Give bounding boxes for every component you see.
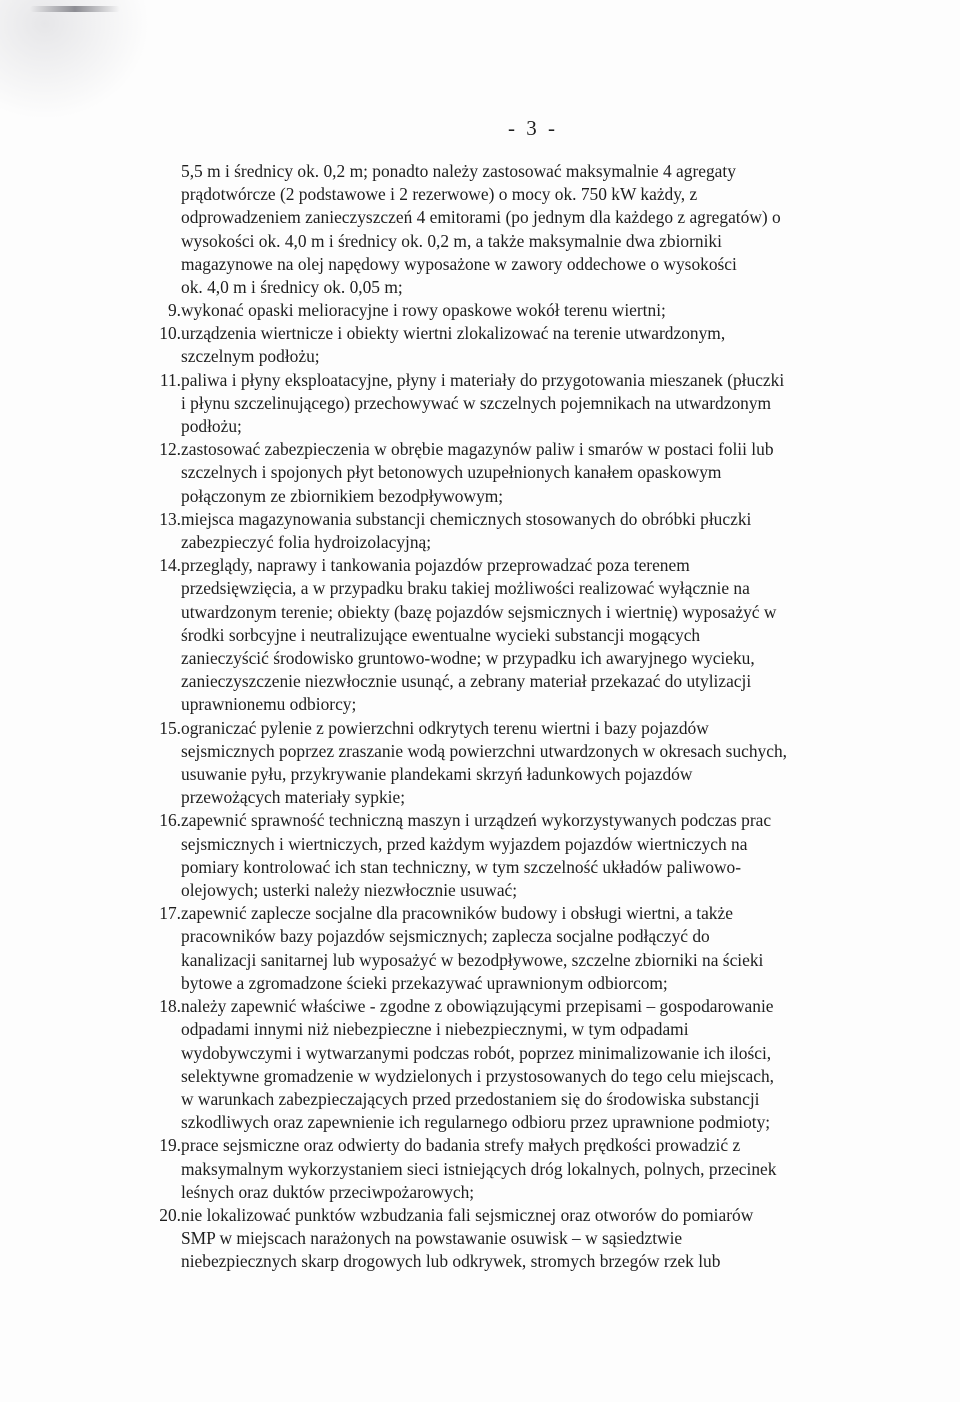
list-item-number-cell [130, 902, 181, 995]
list-item-number: 16. [159, 810, 181, 831]
intro-line: wysokości ok. 4,0 m i średnicy ok. 0,2 m, a także maksymalnie dwa zbiorniki [181, 230, 722, 251]
list-item-line: kanalizacji sanitarnej lub wyposażyć w bezodpływowe, szczelne zbiorniki na ścieki [181, 949, 764, 970]
list-item-line: bytowe a zgromadzone ścieki przekazywać uprawnionym odbiorcom; [181, 972, 668, 993]
list-item-line: olejowych; usterki należy niezwłocznie usuwać; [181, 880, 518, 901]
intro-line: odprowadzeniem zanieczyszczeń 4 emitorami (po jednym dla każdego z agregatów) o [181, 207, 781, 228]
list-item-line: wydobywczymi i wytwarzanymi podczas robót, poprzez minimalizowanie ich ilości, [181, 1042, 772, 1063]
list-item-line: podłożu; [181, 416, 242, 437]
list-item [130, 322, 870, 368]
intro-line: 5,5 m i średnicy ok. 0,2 m; ponadto należy zastosować maksymalnie 4 agregaty [181, 161, 736, 181]
list-item-text [181, 902, 870, 995]
list-item-number: 13. [159, 508, 181, 529]
list-item-number-cell [130, 508, 181, 554]
list-item-line: pomiary kontrolować ich stan techniczny, w tym szczelność układów paliwowo- [181, 856, 742, 877]
list-item-line: urządzenia wiertnicze i obiekty wiertni zlokalizować na terenie utwardzonym, [181, 323, 726, 344]
list-item-number-cell [130, 299, 181, 322]
list-item [130, 438, 870, 508]
list-item-line: paliwa i płyny eksploatacyjne, płyny i materiały do przygotowania mieszanek (płuczki [181, 369, 785, 390]
list-item-line: SMP w miejscach narażonych na powstawanie osuwisk – w sąsiedztwie [181, 1228, 683, 1249]
list-item-number: 14. [159, 555, 181, 576]
list-item [130, 508, 870, 554]
list-item-line: miejsca magazynowania substancji chemicznych stosowanych do obróbki płuczki [181, 508, 752, 529]
list-item [130, 1204, 870, 1274]
list-item-line: zabezpieczyć folia hydroizolacyjną; [181, 532, 432, 553]
list-item-text [181, 508, 870, 554]
list-item-line: nie lokalizować punktów wzbudzania fali sejsmicznej oraz otworów do pomiarów [181, 1204, 754, 1225]
scan-artifact [0, 0, 150, 120]
list-item-number: 19. [159, 1135, 181, 1156]
list-item-line: przewożących materiały sypkie; [181, 787, 406, 808]
list-item-line: w warunkach zabezpieczających przed przedostaniem się do środowiska substancji [181, 1088, 760, 1109]
numbered-list [130, 299, 870, 1274]
list-item-line: ograniczać pylenie z powierzchni odkrytych terenu wiertni i bazy pojazdów [181, 717, 709, 738]
list-item-line: i płynu szczelinującego) przechowywać w szczelnych pojemnikach na utwardzonym [181, 392, 772, 413]
list-item-line: odpadami innymi niż niebezpieczne i niebezpiecznymi, w tym odpadami [181, 1019, 689, 1040]
list-item-line: środki sorbcyjne i neutralizujące ewentualne wycieki substancji mogących [181, 624, 701, 645]
list-item-line: zastosować zabezpieczenia w obrębie magazynów paliw i smarów w postaci folii lub [181, 439, 774, 460]
list-item-line: przeglądy, naprawy i tankowania pojazdów przeprowadzać poza terenem [181, 555, 690, 576]
list-item-line: leśnych oraz duktów przeciwpożarowych; [181, 1181, 475, 1202]
list-item-line: niebezpiecznych skarp drogowych lub odkrywek, stromych brzegów rzek lub [181, 1251, 721, 1272]
list-item-number: 17. [159, 903, 181, 924]
list-item [130, 809, 870, 902]
list-item-line: należy zapewnić właściwe - zgodne z obowiązującymi przepisami – gospodarowanie [181, 996, 774, 1017]
list-item-number: 18. [159, 996, 181, 1017]
intro-line: magazynowe na olej napędowy wyposażone w zawory oddechowe o wysokości [181, 253, 737, 274]
list-item-line: zanieczyszczenie niezwłocznie usunąć, a zebrany materiał przekazać do utylizacji [181, 671, 752, 692]
list-item-number-cell [130, 1204, 181, 1274]
page-number: - 3 - [508, 116, 558, 140]
list-item-line: zanieczyścić środowisko gruntowo-wodne; w przypadku ich awaryjnego wycieku, [181, 648, 755, 669]
list-item [130, 554, 870, 716]
list-item-text [181, 1134, 870, 1204]
list-item-line: maksymalnym wykorzystaniem sieci istniejących dróg lokalnych, polnych, przecinek [181, 1158, 777, 1179]
list-item-number-cell [130, 369, 181, 439]
list-item-text [181, 438, 870, 508]
list-item-number: 11. [159, 369, 181, 390]
list-item [130, 299, 870, 322]
list-item-number: 20. [159, 1204, 181, 1225]
list-item-number: 12. [159, 439, 181, 460]
list-item [130, 369, 870, 439]
list-item-text [181, 717, 870, 810]
list-item-number-cell [130, 438, 181, 508]
list-item-line: selektywne gromadzenie w wydzielonych i przystosowanych do tego celu miejscach, [181, 1065, 775, 1086]
list-item-number-cell [130, 717, 181, 810]
list-item [130, 995, 870, 1134]
list-item-line: szkodliwych oraz zapewnienie ich regularnego odbioru przez uprawnione podmioty; [181, 1112, 771, 1133]
intro-line: ok. 4,0 m i średnicy ok. 0,05 m; [181, 277, 403, 298]
list-item-number-cell [130, 322, 181, 368]
intro-line: prądotwórcze (2 podstawowe i 2 rezerwowe) o mocy ok. 750 kW każdy, z [181, 184, 698, 205]
list-item-number-cell [130, 1134, 181, 1204]
list-item-line: sejsmicznych i wiertniczych, przed każdym wyjazdem pojazdów wiertniczych na [181, 833, 748, 854]
list-item-line: usuwanie pyłu, przykrywanie plandekami skrzyń ładunkowych pojazdów [181, 764, 693, 785]
list-item-number-cell [130, 995, 181, 1134]
list-item-line: uprawnionemu odbiorcy; [181, 694, 357, 715]
list-item-line: prace sejsmiczne oraz odwierty do badania strefy małych prędkości prowadzić z [181, 1135, 741, 1156]
list-item-text [181, 369, 870, 439]
list-item-number-cell [130, 809, 181, 902]
list-item-line: sejsmicznych poprzez zraszanie wodą powierzchni utwardzonych w okresach suchych, [181, 740, 788, 761]
list-item-line: połączonym ze zbiornikiem bezodpływowym; [181, 485, 504, 506]
list-item-line: zapewnić sprawność techniczną maszyn i urządzeń wykorzystywanych podczas prac [181, 810, 772, 831]
list-item-text [181, 299, 870, 322]
list-item [130, 717, 870, 810]
list-item-line: szczelnych i spojonych płyt betonowych uzupełnionych kanałem opaskowym [181, 462, 722, 483]
list-item [130, 902, 870, 995]
list-item-number-cell [130, 554, 181, 716]
list-item-line: wykonać opaski melioracyjne i rowy opaskowe wokół terenu wiertni; [181, 300, 666, 320]
list-item-text [181, 1204, 870, 1274]
list-item-number: 15. [159, 717, 181, 738]
intro-paragraph [181, 160, 861, 299]
list-item-number: 9. [167, 300, 181, 320]
list-item-line: przedsięwzięcia, a w przypadku braku takiej możliwości realizować wyłącznie na [181, 578, 750, 599]
list-item-text [181, 809, 870, 902]
list-item-line: utwardzonym terenie; obiekty (bazę pojazdów sejsmicznych i wiertnię) wyposażyć w [181, 601, 777, 622]
list-item-line: zapewnić zaplecze socjalne dla pracowników budowy i obsługi wiertni, a także [181, 903, 733, 924]
list-item-number: 10. [159, 323, 181, 344]
list-item [130, 1134, 870, 1204]
list-item-line: pracowników bazy pojazdów sejsmicznych; zaplecza socjalne podłączyć do [181, 926, 710, 947]
scan-artifact-mark [30, 6, 120, 12]
list-item-text [181, 322, 870, 368]
list-item-line: szczelnym podłożu; [181, 346, 320, 367]
list-item-text [181, 554, 870, 716]
list-item-text [181, 995, 870, 1134]
